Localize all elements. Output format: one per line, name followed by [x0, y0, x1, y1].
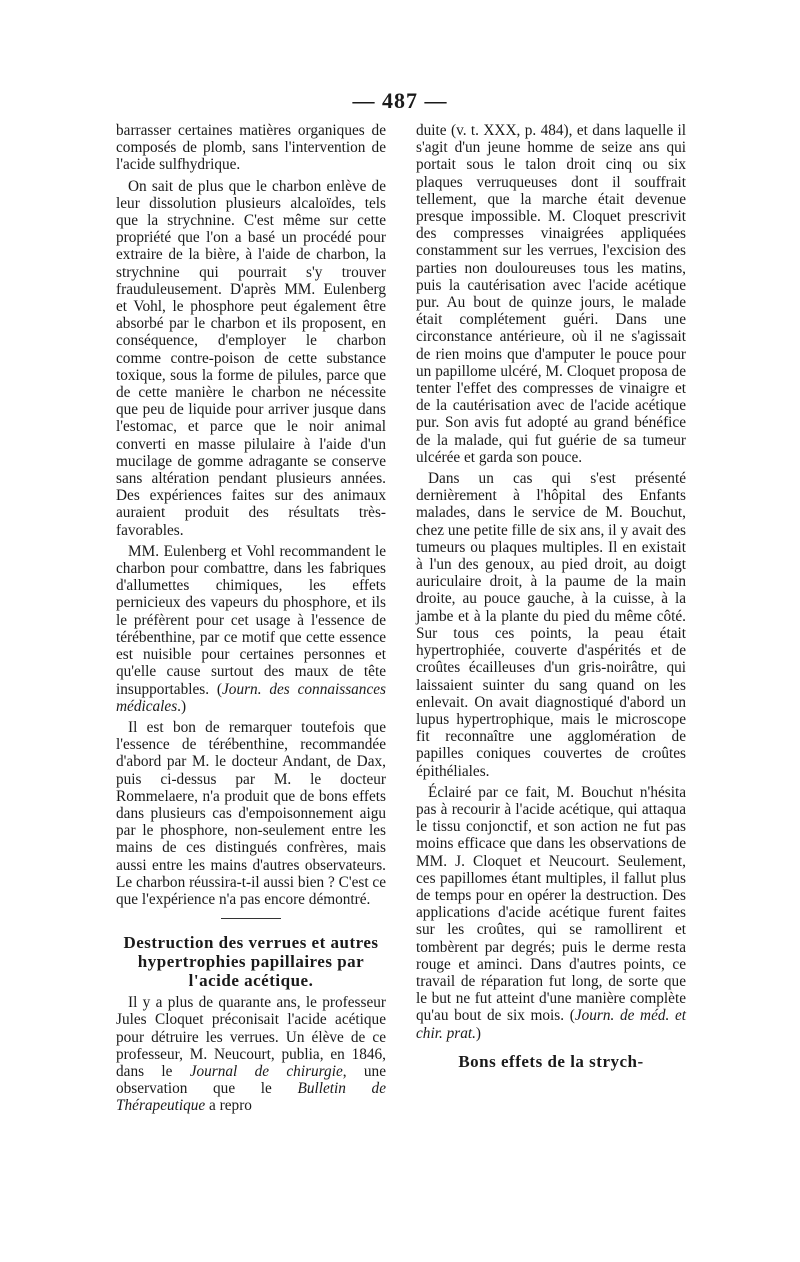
paragraph — [116, 994, 386, 1114]
source-citation: Bulletin de Thérapeutique — [116, 1080, 386, 1115]
paragraph: On sait de plus que le charbon enlève de leur dissolution plusieurs alcaloïdes, tels que la strychnine. C'est même sur cette propriété que l'on a basé un procédé pour extraire de la bière, à l'aide de charbon, la strychnine qui pourrait s'y trouver frauduleusement. D'après MM. Eulenberg et Vohl, le phosphore peut également être absorbé par le charbon et ils proposent, en conséquence, d'employer le charbon comme contre-poison de cette substance toxique, sous la forme de pilules, parce que de cette manière le charbon ne nécessite que peu de liquide pour arriver jusque dans l'estomac, et parce que le noir animal converti en masse pilulaire à l'aide d'un mucilage de gomme adragante se conserve sans altération pendant plusieurs années. Des expériences faites sur des animaux auraient produit des résultats très-favorables. — [116, 177, 386, 539]
section-heading: Bons effets de la strych- — [458, 1051, 644, 1071]
paragraph — [116, 543, 386, 715]
paragraph-text: .) — [177, 697, 187, 715]
paragraph-text: MM. Eulenberg et Vohl recommandent le charbon pour combattre, dans les fabriques d'allumettes chimiques, les effets pernicieux des vapeurs du phosphore, et ils le préfèrent pour cet usage à l'essence de térébenthine, par ce motif que cette essence est nuisible pour certaines personnes et qu'elle cause surtout des maux de tête insupportables. ( — [116, 542, 386, 698]
paragraph-text: Éclairé par ce fait, M. Bouchut n'hésita pas à recourir à l'acide acétique, qui attaqua le tissu conjonctif, et son action ne fut pas moins efficace que dans les observations de MM. J. Cloquet et Neucourt. Seulement, ces papillomes étant multiples, il fallut plus de temps pour en opérer la destruction. Des applications d'acide acétique furent faites sur les croûtes, qui se ramollirent et tombèrent par degrés; puis le derme resta rouge et aminci. Dans d'autres points, ce travail de réparation fut long, de sorte que le but ne fut atteint d'une manière complète qu'au bout de six mois. ( — [416, 783, 686, 1025]
section-heading: Destruction des verrues et autres hypertrophies papillaires par l'acide acétique. — [123, 933, 379, 991]
paragraph — [416, 784, 686, 1042]
source-citation: Journ. des connaissances médicales — [116, 680, 386, 715]
divider — [221, 918, 281, 919]
paragraph-text: a repro — [205, 1097, 252, 1115]
paragraph: Dans un cas qui s'est présenté dernièrement à l'hôpital des Enfants malades, dans le service de M. Bouchut, chez une petite fille de six ans, il y avait des tumeurs ou plaques multiples. Il en existait à l'un des genoux, au pied droit, au doigt auriculaire droit, à la paume de la main droite, au pouce gauche, à la cuisse, à la jambe et à la plante du pied du même côté. Sur tous ces points, la peau était hypertrophiée, couverte d'aspérités et de croûtes écailleuses d'un gris-noirâtre, qui laissaient suinter du sang quand on les enlevait. On avait diagnostiqué d'abord un lupus hypertrophique, mais le microscope fit reconnaître une agglomération de papilles coniques couvertes de croûtes épithéliales. — [416, 470, 686, 780]
paragraph-text: Il y a plus de quarante ans, le professeur Jules Cloquet préconisait l'acide acétique pour détruire les verrues. Un élève de ce professeur, M. Neucourt, publia, en 1846, dans le — [116, 994, 386, 1080]
left-column — [116, 122, 386, 1115]
paragraph: barrasser certaines matières organiques de composés de plomb, sans l'intervention de l'acide sulfhydrique. — [116, 122, 386, 174]
paragraph: Il est bon de remarquer toutefois que l'essence de térébenthine, recommandée d'abord par M. le docteur Andant, de Dax, puis ci-dessus par M. le docteur Rommelaere, n'a produit que de bons effets dans plusieurs cas d'empoisonnement aigu par le phosphore, non-seulement entre les mains de ces distingués confrères, mais aussi entre les mains d'autres observateurs. Le charbon réussira-t-il aussi bien ? C'est ce que l'expérience n'a pas encore démontré. — [116, 718, 386, 908]
paragraph: duite (v. t. XXX, p. 484), et dans laquelle il s'agit d'un jeune homme de seize ans qui portait sous le talon droit cinq ou six plaques verruqueuses dont il souffrait tellement, que la marche était devenue presque impossible. M. Cloquet prescrivit des compresses vinaigrées appliquées constamment sur les verrues, l'excision des parties non douloureuses tous les matins, puis la cautérisation avec l'acide acétique pur. Au bout de quinze jours, le malade était complétement guéri. Dans une circonstance antérieure, où il ne s'agissait de rien moins que d'amputer le pouce pour un papillome ulcéré, M. Cloquet proposa de tenter l'effet des compresses de vinaigre et de la cautérisation avec de l'acide acétique pur. Son avis fut adopté au grand bénéfice de la malade, qui fut guérie de sa tumeur ulcérée et garda son pouce. — [416, 122, 686, 466]
right-column — [416, 122, 686, 1071]
page-number: — 487 — — [352, 88, 448, 113]
source-citation: Journ. de méd. et chir. prat. — [416, 1007, 687, 1042]
paragraph-text: , une observation que le — [116, 1062, 386, 1098]
source-citation: Journal de chirurgie — [189, 1062, 343, 1080]
paragraph-text: ) — [475, 1024, 482, 1042]
